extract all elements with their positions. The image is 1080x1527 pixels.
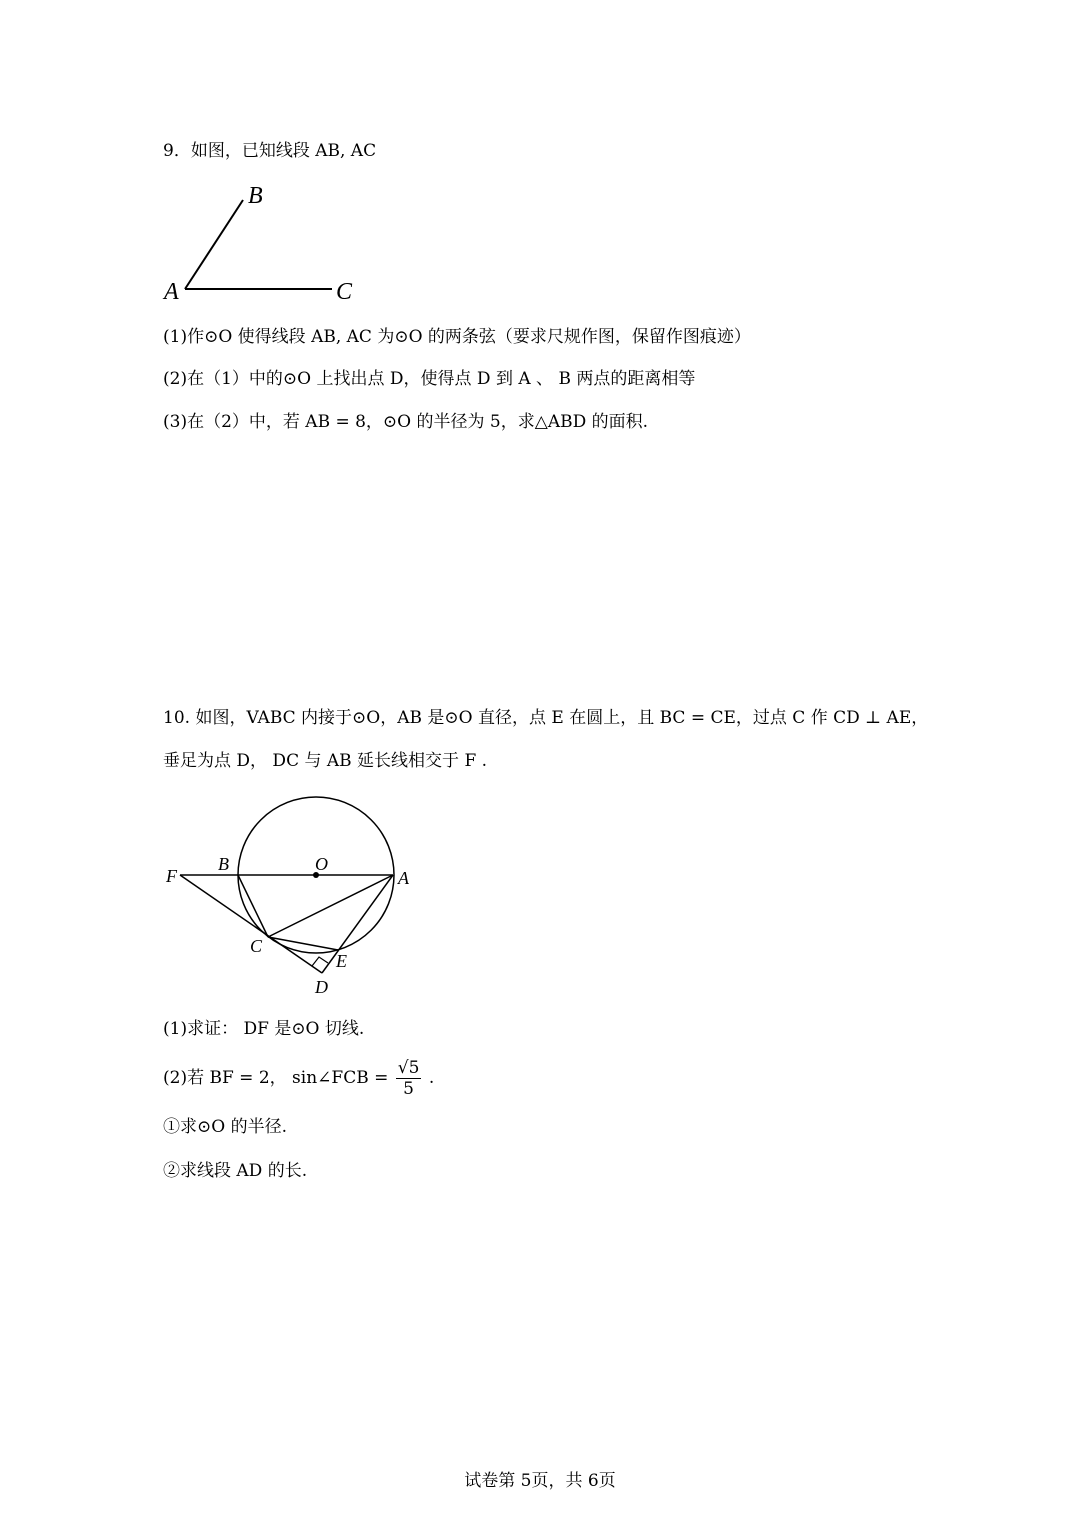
q9-part1: (1)作⊙O 使得线段 AB, AC 为⊙O 的两条弦（要求尺规作图，保留作图痕迹） xyxy=(163,327,751,347)
label-d: D xyxy=(315,977,328,997)
q9-figure xyxy=(160,178,370,308)
q10-figure xyxy=(160,790,430,1000)
q10-part2 xyxy=(163,1056,434,1100)
q10-part2-suffix: . xyxy=(428,1068,435,1088)
label-b: B xyxy=(248,183,263,209)
fraction-numerator: √5 xyxy=(397,1058,420,1078)
label-a: A xyxy=(164,279,179,305)
q10-sub1: ①求⊙O 的半径. xyxy=(163,1117,287,1137)
label-o: O xyxy=(315,854,328,874)
q10-part2-prefix: (2)若 BF = 2， sin∠FCB = xyxy=(163,1068,389,1088)
q10-sub2: ②求线段 AD 的长. xyxy=(163,1161,308,1181)
q9-stem: 9．如图，已知线段 AB, AC xyxy=(163,141,377,161)
fraction-denominator: 5 xyxy=(403,1079,414,1099)
label-f: F xyxy=(166,866,177,886)
segment-fd xyxy=(180,875,322,973)
label-e: E xyxy=(336,951,347,971)
label-c: C xyxy=(336,279,353,305)
q10-part1: (1)求证： DF 是⊙O 切线. xyxy=(163,1019,365,1039)
q10-stem-line2: 垂足为点 D， DC 与 AB 延长线相交于 F . xyxy=(163,751,488,771)
right-angle-mark xyxy=(312,957,328,966)
q9-part3: (3)在（2）中，若 AB = 8，⊙O 的半径为 5，求△ABD 的面积. xyxy=(163,412,649,432)
label-c2: C xyxy=(250,936,263,956)
segment-ab xyxy=(185,200,243,289)
q9-part2: (2)在（1）中的⊙O 上找出点 D，使得点 D 到 A 、 B 两点的距离相等 xyxy=(163,369,696,389)
sqrt5-over-5-fraction xyxy=(396,1058,422,1099)
segment-bc xyxy=(238,875,268,937)
q10-stem-line1: 10. 如图，VABC 内接于⊙O，AB 是⊙O 直径，点 E 在圆上，且 BC = CE，过点 C 作 CD ⊥ AE， xyxy=(163,708,929,728)
segment-ad xyxy=(322,875,393,973)
label-b2: B xyxy=(218,854,229,874)
label-a2: A xyxy=(398,868,409,888)
page-footer: 试卷第 5页，共 6页 xyxy=(464,1471,616,1491)
